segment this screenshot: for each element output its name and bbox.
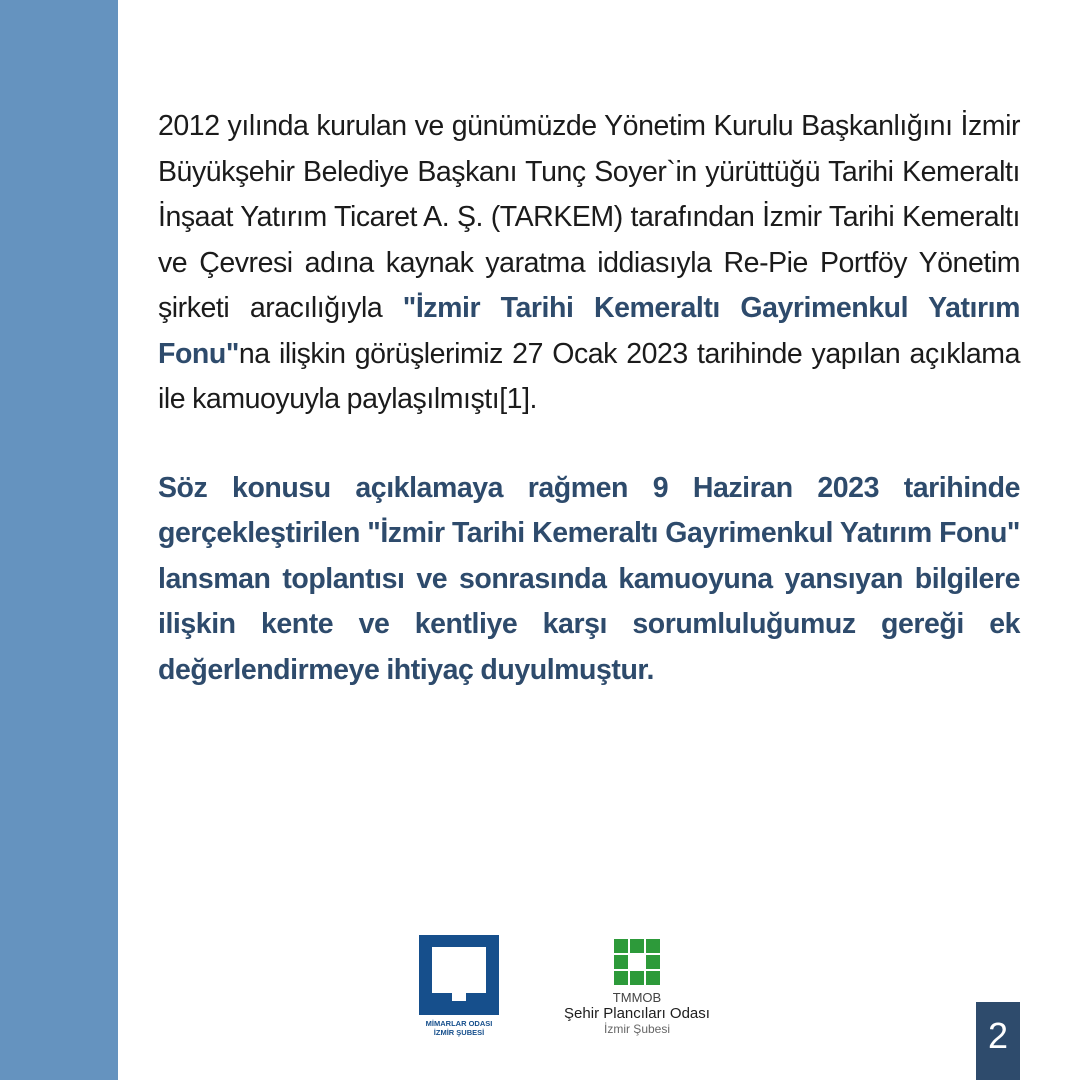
mimarlar-odasi-logo-icon	[419, 935, 499, 1015]
spo-grid-logo-icon	[614, 939, 660, 985]
spo-org-abbrev: TMMOB	[612, 990, 662, 1005]
fund-name-highlight: "İzmir Tarihi Kemeraltı Gayrimenkul Yatırım Fonu"	[158, 292, 1020, 370]
paragraph-1-text-b: na ilişkin görüşlerimiz 27 Ocak 2023 tarihinde yapılan açıklama ile kamuoyuyla paylaşılmıştı[1].	[158, 337, 1020, 415]
mimarlar-odasi-branch: İZMİR ŞUBESİ	[433, 1028, 485, 1037]
spo-logo	[552, 939, 722, 1036]
body-text	[158, 104, 1020, 693]
spo-org-name: Şehir Plancıları Odası	[564, 1005, 710, 1022]
logo-strip	[410, 935, 730, 1065]
paragraph-1-text-a: 2012 yılında kurulan ve günümüzde Yönetim Kurulu Başkanlığını İzmir Büyükşehir Belediye Başkanı Tunç Soyer`in yürüttüğü Tarihi Kemeraltı İnşaat Yatırım Ticaret A. Ş. (TARKEM) tarafından İzmir Tarihi Kemeraltı ve Çevresi adına kaynak yaratma iddiasıyla Re-Pie Portföy Yönetim şirketi aracılığıyla	[158, 110, 1020, 324]
side-color-band	[0, 0, 118, 1080]
paragraph-2: Söz konusu açıklamaya rağmen 9 Haziran 2023 tarihinde gerçekleştirilen "İzmir Tarihi Kemeraltı Gayrimenkul Yatırım Fonu" lansman toplantısı ve sonrasında kamuoyuna yansıyan bilgilere ilişkin kente ve kentliye karşı sorumluluğumuz gereği ek değerlendirmeye ihtiyaç duyulmuştur.	[158, 471, 1020, 686]
paragraph-1	[158, 104, 1020, 423]
page-number-badge: 2	[976, 1002, 1020, 1080]
mimarlar-odasi-name: MİMARLAR ODASI	[425, 1019, 493, 1028]
spo-org-branch: İzmir Şubesi	[603, 1022, 671, 1036]
mimarlar-odasi-logo	[415, 935, 503, 1037]
